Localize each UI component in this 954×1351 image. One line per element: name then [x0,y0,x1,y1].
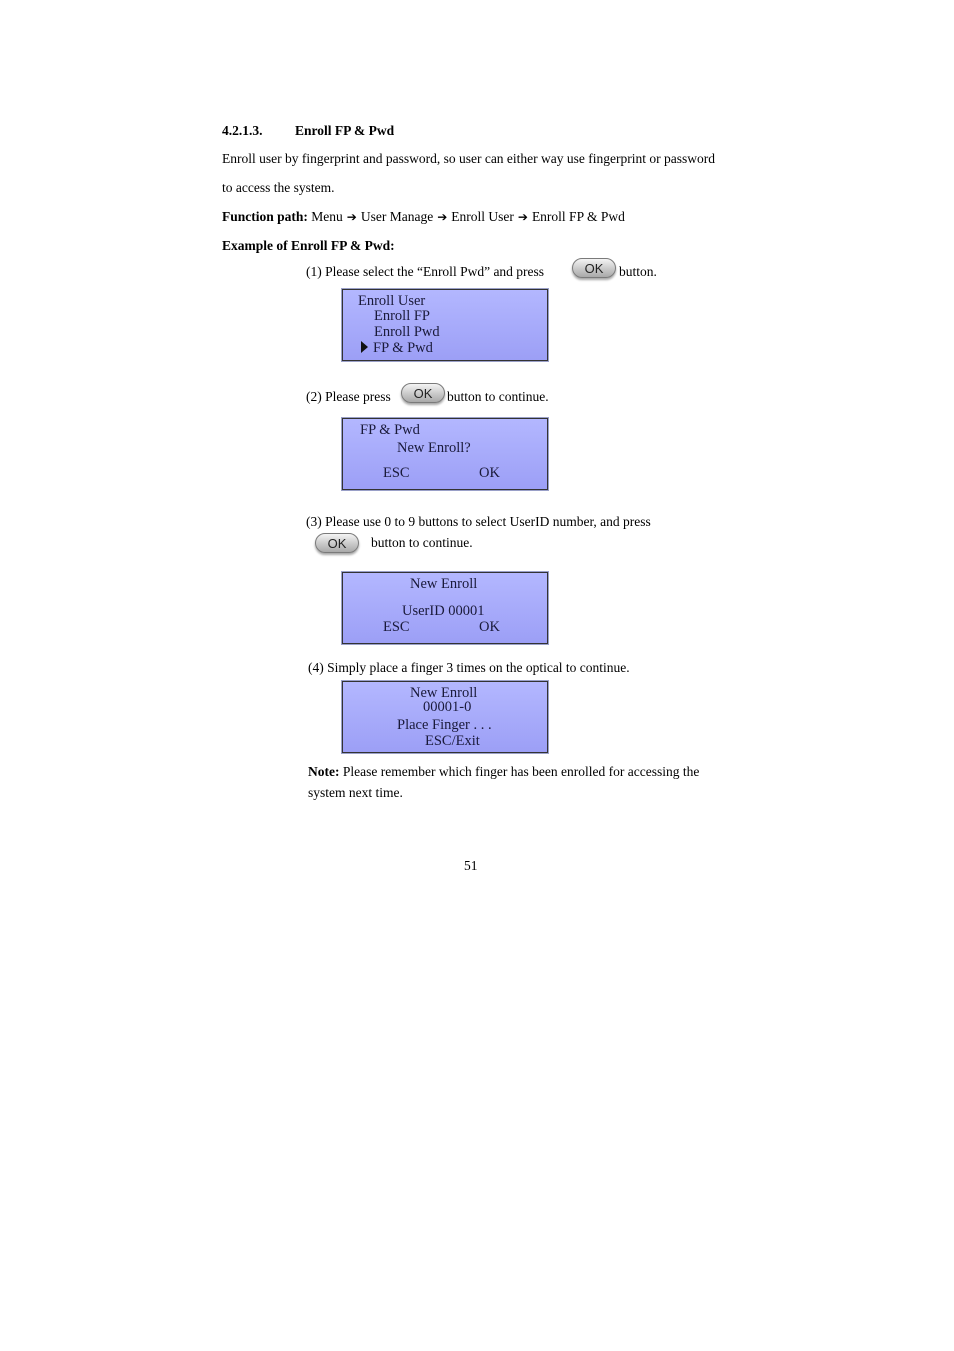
lcd-item-enroll-pwd: Enroll Pwd [374,324,440,340]
lcd-prompt: Place Finger . . . [397,717,492,733]
step-4-text: (4) Simply place a finger 3 times on the optical to continue. [308,660,630,675]
ok-button-icon: OK [315,533,359,553]
path-step-menu: Menu [311,209,343,224]
arrow-right-icon: ➔ [346,210,357,224]
path-step-user-manage: User Manage [360,209,434,224]
lcd-user-id: 00001-0 [423,699,472,715]
step-2-suffix: button to continue. [447,389,549,404]
lcd-screen-new-enroll-userid [342,572,548,644]
step-2-text: (2) Please press [306,389,391,404]
note-line-2: system next time. [308,785,403,800]
lcd-esc: ESC [383,619,410,635]
lcd-screen-enroll-user [342,289,548,361]
intro-line-2: to access the system. [222,180,335,195]
lcd-screen-fp-pwd [342,418,548,490]
section-number: 4.2.1.3. [222,123,263,138]
lcd-title: Enroll User [358,293,426,309]
section-title: Enroll FP & Pwd [295,123,395,138]
step-3-text: (3) Please use 0 to 9 buttons to select UserID number, and press [306,514,651,529]
example-heading: Example of Enroll FP & Pwd: [222,238,395,253]
arrow-right-icon: ➔ [437,210,448,224]
note-label: Note: [308,764,340,779]
note-line-1 [308,764,699,780]
note-text: Please remember which finger has been enrolled for accessing the [342,764,700,779]
intro-line-1: Enroll user by fingerprint and password, so user can either way use fingerprint or password [222,151,715,166]
lcd-title: FP & Pwd [360,422,420,438]
step-3-suffix: button to continue. [371,535,473,550]
lcd-prompt: New Enroll? [397,440,471,456]
lcd-esc: ESC [383,465,410,481]
lcd-item-fp-pwd-selected [361,341,433,356]
arrow-right-icon: ➔ [517,210,528,224]
lcd-userid: UserID 00001 [402,603,485,619]
lcd-screen-place-finger [342,681,548,753]
lcd-title: New Enroll [410,576,478,592]
ok-button-icon: OK [572,258,616,278]
step-1-suffix: button. [619,264,657,279]
path-step-enroll-fp-pwd: Enroll FP & Pwd [531,209,625,224]
step-1-text: (1) Please select the “Enroll Pwd” and press [306,264,545,279]
lcd-item-enroll-fp: Enroll FP [374,308,430,324]
lcd-item-fp-pwd: FP & Pwd [373,340,433,356]
path-step-enroll-user: Enroll User [451,209,514,224]
lcd-ok: OK [479,619,500,635]
ok-button-icon: OK [401,383,445,403]
page-number: 51 [464,858,478,873]
lcd-title: New Enroll [410,685,478,701]
lcd-ok: OK [479,465,500,481]
function-path [222,209,625,225]
lcd-exit: ESC/Exit [425,733,480,749]
function-path-label: Function path: [222,209,308,224]
selection-arrow-icon [361,341,368,353]
